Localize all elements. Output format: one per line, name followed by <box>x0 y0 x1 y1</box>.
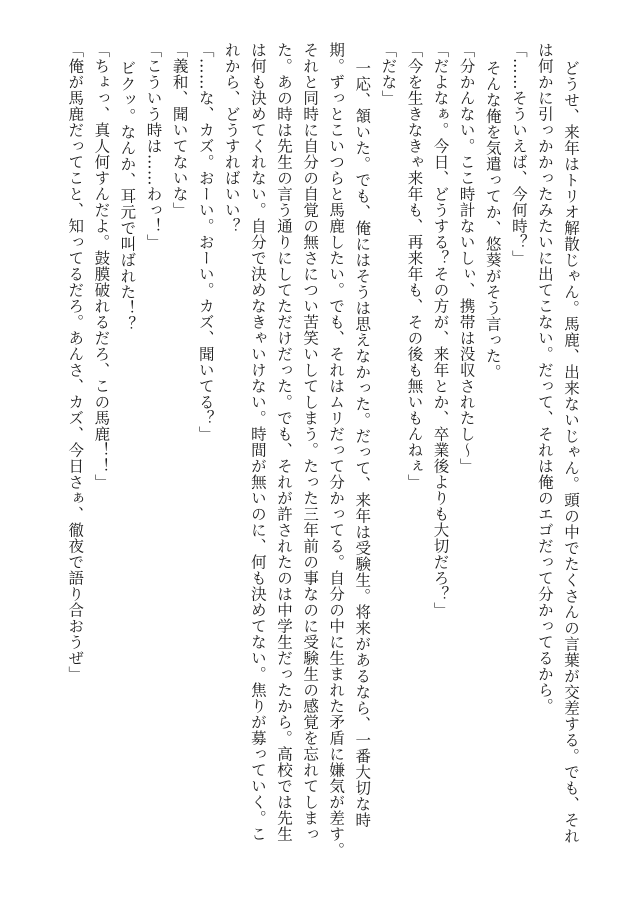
text-line: 「分かんない。ここ時計ないしぃ、携帯は没収されたし～」 <box>457 42 476 474</box>
text-line: ビクッ。なんか、耳元で叫ばれた！？ <box>118 60 137 332</box>
text-line: れから、どうすればいい？ <box>222 42 241 234</box>
text-line: 「ちょっ、真人何すんだよ。鼓膜破れるだろ、この馬鹿！！」 <box>92 42 111 490</box>
text-line: そんな俺を気遣ってか、悠葵がそう言った。 <box>483 60 502 380</box>
text-line: た。あの時は先生の言う通りにしてただけだった。でも、それが許されたのは中学生だったから。高校では先生 <box>274 42 293 842</box>
text-line: 「今を生きなきゃ来年も、再来年も、その後も無いもんねぇ」 <box>405 42 424 490</box>
text-line: 「……な、カズ。おーい。おーい。カズ、聞いてる？」 <box>196 42 215 442</box>
text-line: 「だよなぁ。今日、どうする？その方が、来年とか、卒業後よりも大切だろ？」 <box>431 42 450 618</box>
text-line: 「……そういえば、今何時？」 <box>509 42 528 266</box>
text-line: は何も決めてくれない。自分で決めなきゃいけない。時間が無いのに、何も決めてない。焦りが募っていく。こ <box>248 42 267 842</box>
text-line: どうせ、来年はトリオ解散じゃん。馬鹿、出来ないじゃん。頭の中でたくさんの言葉が交差する。でも、それ <box>562 60 580 844</box>
text-line: 「だな」 <box>379 42 398 106</box>
vertical-text-block <box>62 42 584 872</box>
text-line: は何かに引っかかったみたいに出てこない。だって、それは俺のエゴだって分かってるから。 <box>535 42 554 714</box>
text-line: 一応、頷いた。でも、俺にはそうは思えなかった。だって、来年は受験生。将来があるなら、一番大切な時 <box>353 60 372 828</box>
text-line: 「こういう時は……わっ！」 <box>144 42 163 250</box>
text-line: 「義和、聞いてないな」 <box>170 42 189 218</box>
text-line: それと同時に自分の自覚の無さについ苦笑いしてしまう。たった三年前の事なのに受験生の感覚を忘れてしまっ <box>301 42 320 842</box>
text-line: 期。ずっとこいつらと馬鹿したい。でも、それはムリだって分かってる。自分の中に生まれた矛盾に嫌気が差す。 <box>327 42 346 858</box>
text-line: 「俺が馬鹿だってこと、知ってるだろ。あんさ、カズ、今日さぁ、徹夜で語り合おうぜ」 <box>66 42 85 682</box>
